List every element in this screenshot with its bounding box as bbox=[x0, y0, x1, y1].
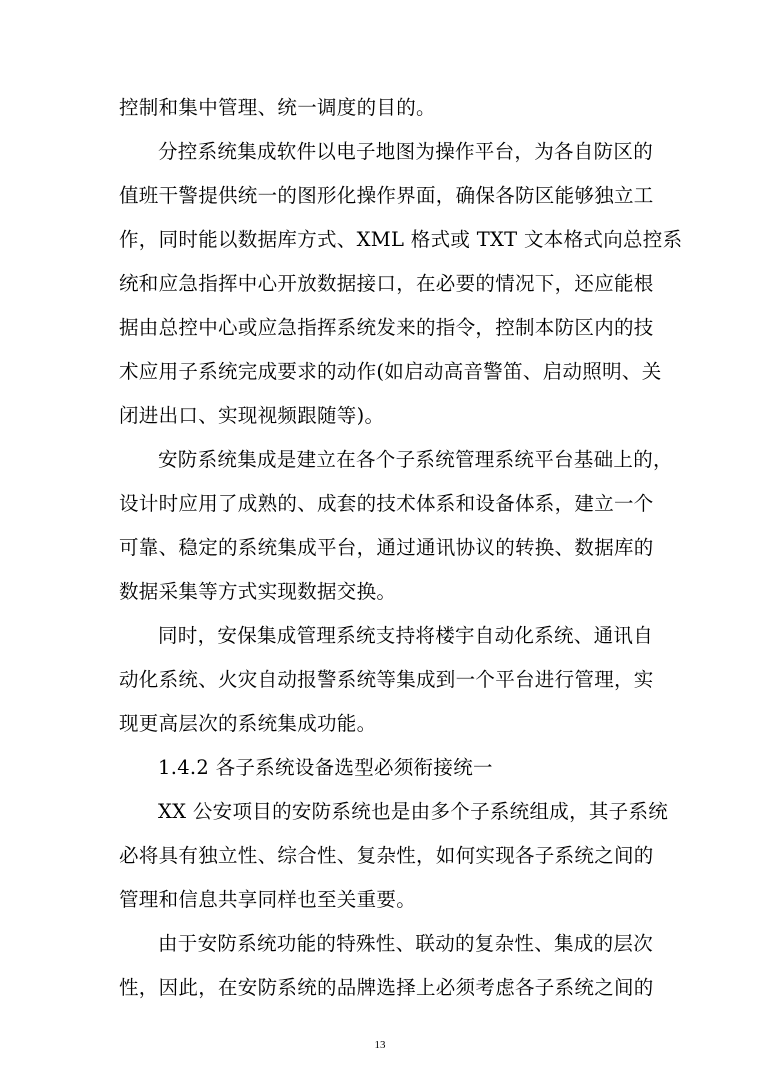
paragraph-start-line: XX 公安项目的安防系统也是由多个子系统组成，其子系统 bbox=[158, 800, 669, 823]
section-heading: 1.4.2 各子系统设备选型必须衔接统一 bbox=[158, 756, 493, 779]
paragraph-start-line: 由于安防系统功能的特殊性、联动的复杂性、集成的层次 bbox=[158, 932, 654, 955]
paragraph-start-line: 安防系统集成是建立在各个子系统管理系统平台基础上的， bbox=[158, 448, 673, 471]
text-line: 统和应急指挥中心开放数据接口，在必要的情况下，还应能根 bbox=[119, 272, 654, 295]
text-line: 闭进出口、实现视频跟随等)。 bbox=[119, 404, 385, 427]
text-line: 数据采集等方式实现数据交换。 bbox=[119, 580, 397, 603]
text-line: 管理和信息共享同样也至关重要。 bbox=[119, 888, 417, 911]
text-line: 作，同时能以数据库方式、XML 格式或 TXT 文本格式向总控系 bbox=[119, 228, 683, 251]
text-line: 术应用子系统完成要求的动作(如启动高音警笛、启动照明、关 bbox=[119, 360, 662, 383]
text-line: 性，因此，在安防系统的品牌选择上必须考虑各子系统之间的 bbox=[119, 976, 654, 999]
text-line: 动化系统、火灾自动报警系统等集成到一个平台进行管理，实 bbox=[119, 668, 654, 691]
paragraph-start-line: 分控系统集成软件以电子地图为操作平台，为各自防区的 bbox=[158, 140, 654, 163]
text-line: 可靠、稳定的系统集成平台，通过通讯协议的转换、数据库的 bbox=[119, 536, 654, 559]
text-line: 现更高层次的系统集成功能。 bbox=[119, 712, 377, 735]
paragraph-start-line: 同时，安保集成管理系统支持将楼宇自动化系统、通讯自 bbox=[158, 624, 654, 647]
text-line: 必将具有独立性、综合性、复杂性，如何实现各子系统之间的 bbox=[119, 844, 654, 867]
page-number: 13 bbox=[374, 1039, 386, 1051]
text-line: 值班干警提供统一的图形化操作界面，确保各防区能够独立工 bbox=[119, 184, 654, 207]
text-line: 据由总控中心或应急指挥系统发来的指令，控制本防区内的技 bbox=[119, 316, 654, 339]
text-line: 设计时应用了成熟的、成套的技术体系和设备体系，建立一个 bbox=[119, 492, 654, 515]
text-line: 控制和集中管理、统一调度的目的。 bbox=[119, 96, 436, 119]
